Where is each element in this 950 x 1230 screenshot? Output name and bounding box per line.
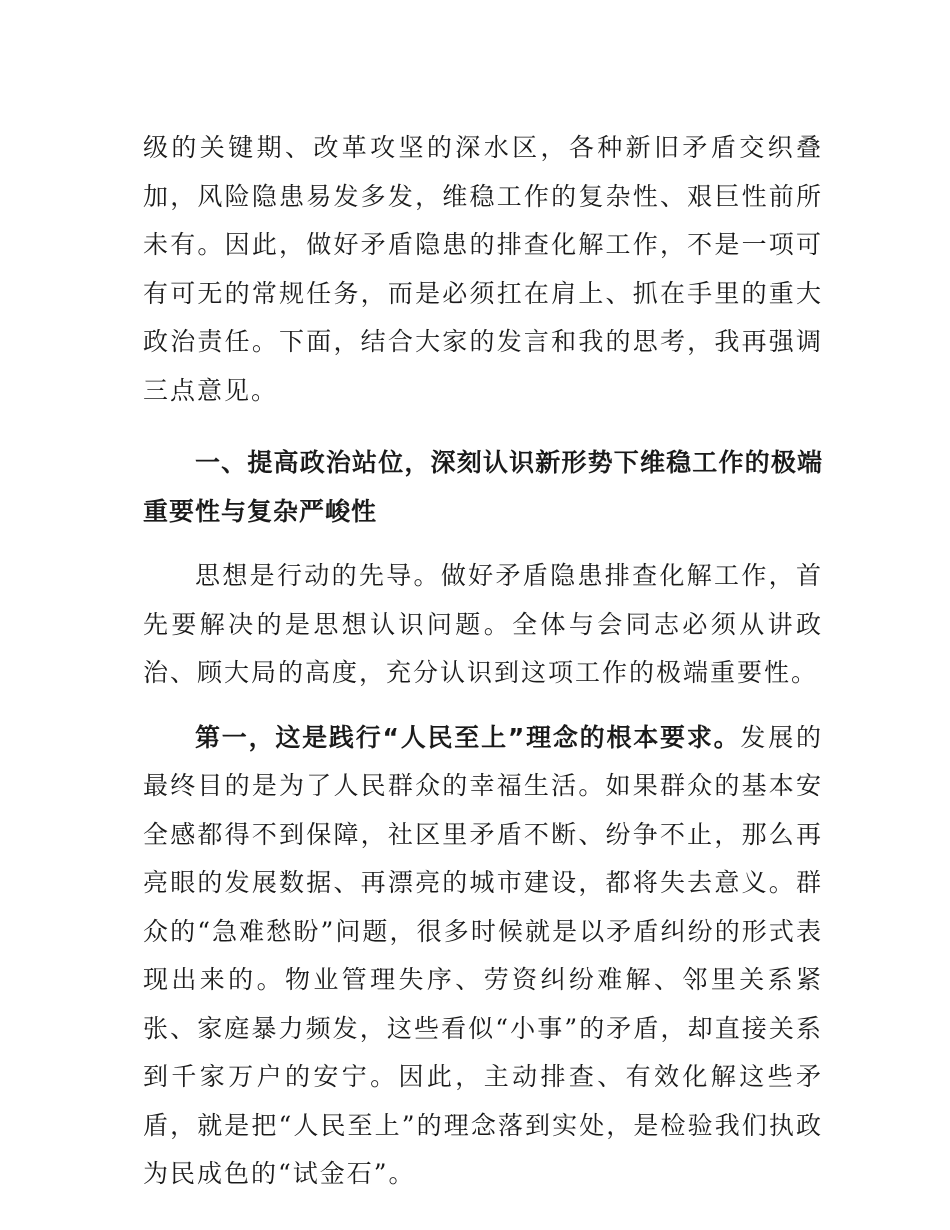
body-paragraph: 思想是行动的先导。做好矛盾隐患排查化解工作，首先要解决的是思想认识问题。全体与会同志必须从讲政治、顾大局的高度，充分认识到这项工作的极端重要性。 <box>143 561 823 687</box>
section-heading: 一、提高政治站位，深刻认识新形势下维稳工作的极端重要性与复杂严峻性 <box>143 448 823 526</box>
intro-paragraph: 级的关键期、改革攻坚的深水区，各种新旧矛盾交织叠加，风险隐患易发多发，维稳工作的复杂性、艰巨性前所未有。因此，做好矛盾隐患的排查化解工作，不是一项可有可无的常规任务，而是必须扛在肩上、抓在手里的重大政治责任。下面，结合大家的发言和我的思考，我再强调三点意见。 <box>143 133 823 405</box>
document-page <box>143 124 823 1199</box>
point-body-text: 发展的最终目的是为了人民群众的幸福生活。如果群众的基本安全感都得不到保障，社区里矛盾不断、纷争不止，那么再亮眼的发展数据、再漂亮的城市建设，都将失去意义。群众的“急难愁盼”问题，很多时候就是以矛盾纠纷的形式表现出来的。物业管理失序、劳资纠纷难解、邻里关系紧张、家庭暴力频发，这些看似“小事”的矛盾，却直接关系到千家万户的安宁。因此，主动排查、有效化解这些矛盾，就是把“人民至上”的理念落到实处，是检验我们执政为民成色的“试金石”。 <box>143 722 823 1188</box>
point-paragraph <box>143 714 823 1199</box>
point-lead-sentence: 第一，这是践行“人民至上”理念的根本要求。 <box>195 722 741 752</box>
